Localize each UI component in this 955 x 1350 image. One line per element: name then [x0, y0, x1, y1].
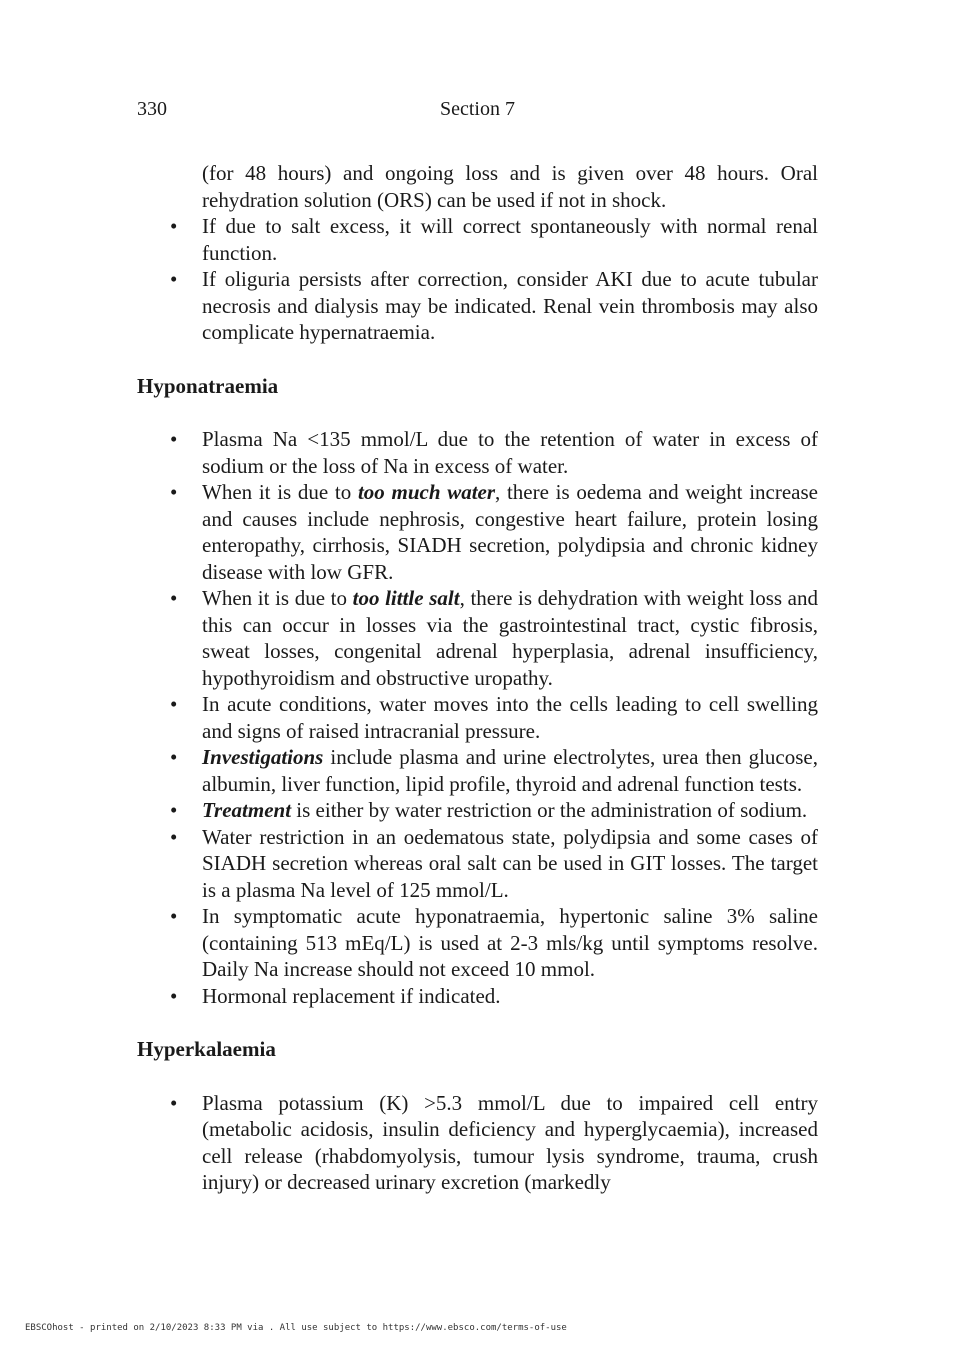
text-run: , there is dehydration with weight loss and this can occur in losses via the gastrointestinal tract, cystic fibrosis, sweat losses, congenital adrenal hyperplasia, adrenal insufficiency, hypothyroidism and obstructive uropathy. — [202, 586, 818, 690]
running-header — [137, 96, 818, 122]
list-item — [137, 744, 818, 797]
list-item — [137, 797, 818, 824]
list-item: • Hormonal replacement if indicated. — [137, 983, 818, 1010]
text-run: When it is due to — [202, 586, 353, 610]
emphasis-text: Treatment — [202, 798, 292, 822]
list-item: • In symptomatic acute hyponatraemia, hypertonic saline 3% saline (containing 513 mEq/L) is used at 2-3 mls/kg until symptoms resolve. Daily Na increase should not exceed 10 mmol. — [137, 903, 818, 983]
list-item: • Plasma Na <135 mmol/L due to the retention of water in excess of sodium or the loss of Na in excess of water. — [137, 426, 818, 479]
list-item: • If oliguria persists after correction, consider AKI due to acute tubular necrosis and dialysis may be indicated. Renal vein thrombosis may also complicate hypernatraemia. — [137, 266, 818, 346]
emphasis-text: too little salt — [352, 586, 460, 610]
list-item — [137, 585, 818, 691]
text-run: include plasma and urine electrolytes, urea then glucose, albumin, liver function, lipid profile, thyroid and adrenal function tests. — [202, 745, 818, 796]
list-item: • Water restriction in an oedematous state, polydipsia and some cases of SIADH secretion whereas oral salt can be used in GIT losses. The target is a plasma Na level of 125 mmol/L. — [137, 824, 818, 904]
text-run: , there is oedema and weight increase and causes include nephrosis, congestive heart failure, protein losing enteropathy, cirrhosis, SIADH secretion, polydipsia and chronic kidney disease with low GFR. — [202, 480, 818, 584]
list-item: • If due to salt excess, it will correct spontaneously with normal renal function. — [137, 213, 818, 266]
hyponatraemia-bullet-list — [137, 426, 818, 1009]
text-run: is either by water restriction or the administration of sodium. — [291, 798, 808, 822]
print-footer: EBSCOhost - printed on 2/10/2023 8:33 PM via . All use subject to https://www.ebsco.com/terms-of-use — [25, 1323, 567, 1333]
hyperkalaemia-heading: Hyperkalaemia — [137, 1037, 276, 1061]
emphasis-text: Investigations — [202, 745, 324, 769]
section-label: Section 7 — [440, 98, 515, 120]
page-body — [137, 160, 818, 1196]
emphasis-text: too much water — [357, 480, 496, 504]
page-number: 330 — [137, 98, 167, 120]
text-run: When it is due to — [202, 480, 358, 504]
hyponatraemia-heading: Hyponatraemia — [137, 373, 279, 398]
list-item: • Plasma potassium (K) >5.3 mmol/L due to impaired cell entry (metabolic acidosis, insulin deficiency and hyperglycaemia), increased cell release (rhabdomyolysis, tumour lysis syndrome, trauma, crush injury) or decreased urinary excretion (markedly — [137, 1090, 818, 1196]
list-item — [137, 479, 818, 585]
continued-bullet-list — [137, 213, 818, 346]
continued-paragraph: (for 48 hours) and ongoing loss and is given over 48 hours. Oral rehydration solution (ORS) can be used if not in shock. — [202, 161, 818, 212]
list-item: • In acute conditions, water moves into the cells leading to cell swelling and signs of raised intracranial pressure. — [137, 691, 818, 744]
hyperkalaemia-bullet-list — [137, 1090, 818, 1196]
